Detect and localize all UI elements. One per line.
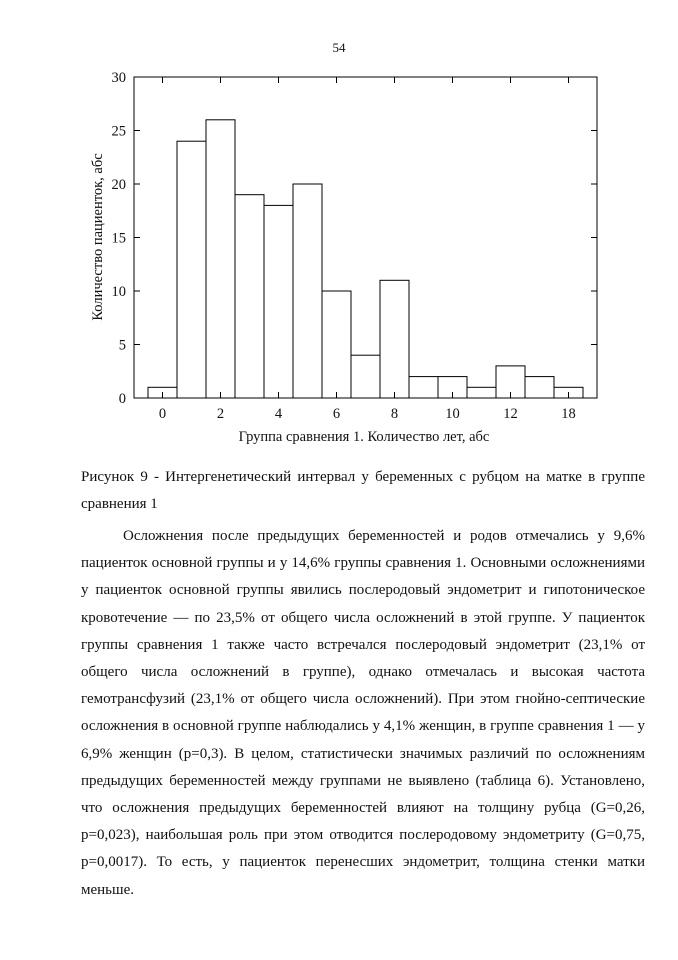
page-number: 54: [332, 40, 346, 55]
x-axis-label: Группа сравнения 1. Количество лет, абс: [238, 429, 490, 445]
x-tick-label: 2: [216, 406, 225, 422]
histogram-bar: [206, 120, 235, 398]
y-tick-label: 5: [118, 337, 126, 354]
histogram-bar: [177, 141, 206, 398]
x-tick-label: 12: [503, 406, 518, 422]
y-tick-label: 10: [111, 284, 126, 300]
histogram-bar: [525, 377, 554, 398]
y-tick-label: 15: [111, 230, 126, 247]
histogram-bar: [235, 195, 264, 398]
y-tick-label: 20: [111, 177, 126, 193]
bars: [148, 120, 583, 398]
x-tick-label: 18: [561, 406, 576, 422]
histogram-bar: [293, 184, 322, 398]
x-tick-label: 4: [274, 406, 283, 422]
body-paragraph: Осложнения после предыдущих беременностей и родов отмечались у 9,6% пациенток основной группы и у 14,6% группы сравнения 1. Основными осложнениями у пациенток основной группы явились послеродовый эндометрит и гипотоническое кровотечение — по 23,5% от общего числа осложнений в этой группе. У пациенток группы сравнения 1 также часто встречался послеродовый эндометрит (23,1% от общего числа осложнений в группе), однако отмечалась и высокая частота гемотрансфузий (23,1% от общего числа осложнений). При этом гнойно-септические осложнения в основной группе наблюдались у 4,1% женщин, в группе сравнения 1 — у 6,9% женщин (p=0,3). В целом, статистически значимых различий по осложнениям предыдущих беременностей между группами не выявлено (таблица 6). Установлено, что осложнения предыдущих беременностей влияют на толщину рубца (G=0,26, p=0,023), наибольшая роль при этом отводится послеродовому эндометриту (G=0,75, p=0,0017). То есть, у пациенток перенесших эндометрит, толщина стенки матки меньше.: [81, 528, 645, 898]
histogram-bar: [264, 205, 293, 398]
x-tick-label: 8: [390, 406, 399, 422]
histogram-bar: [409, 377, 438, 398]
histogram-bar: [467, 387, 496, 398]
histogram-bar: [380, 280, 409, 398]
x-tick-label: 6: [332, 406, 341, 422]
y-tick-label: 0: [118, 391, 126, 407]
y-axis-label: Количество пациенток, абс: [90, 153, 106, 321]
x-tick-label: 0: [158, 406, 167, 422]
y-tick-label: 25: [111, 123, 126, 140]
x-tick-label: 10: [445, 406, 460, 422]
histogram-bar: [322, 291, 351, 398]
figure-caption: Рисунок 9 - Интергенетический интервал у беременных с рубцом на матке в группе сравнения 1: [81, 469, 645, 512]
y-tick-label: 30: [111, 70, 126, 86]
histogram-bar: [351, 355, 380, 398]
histogram-chart: [0, 0, 678, 460]
